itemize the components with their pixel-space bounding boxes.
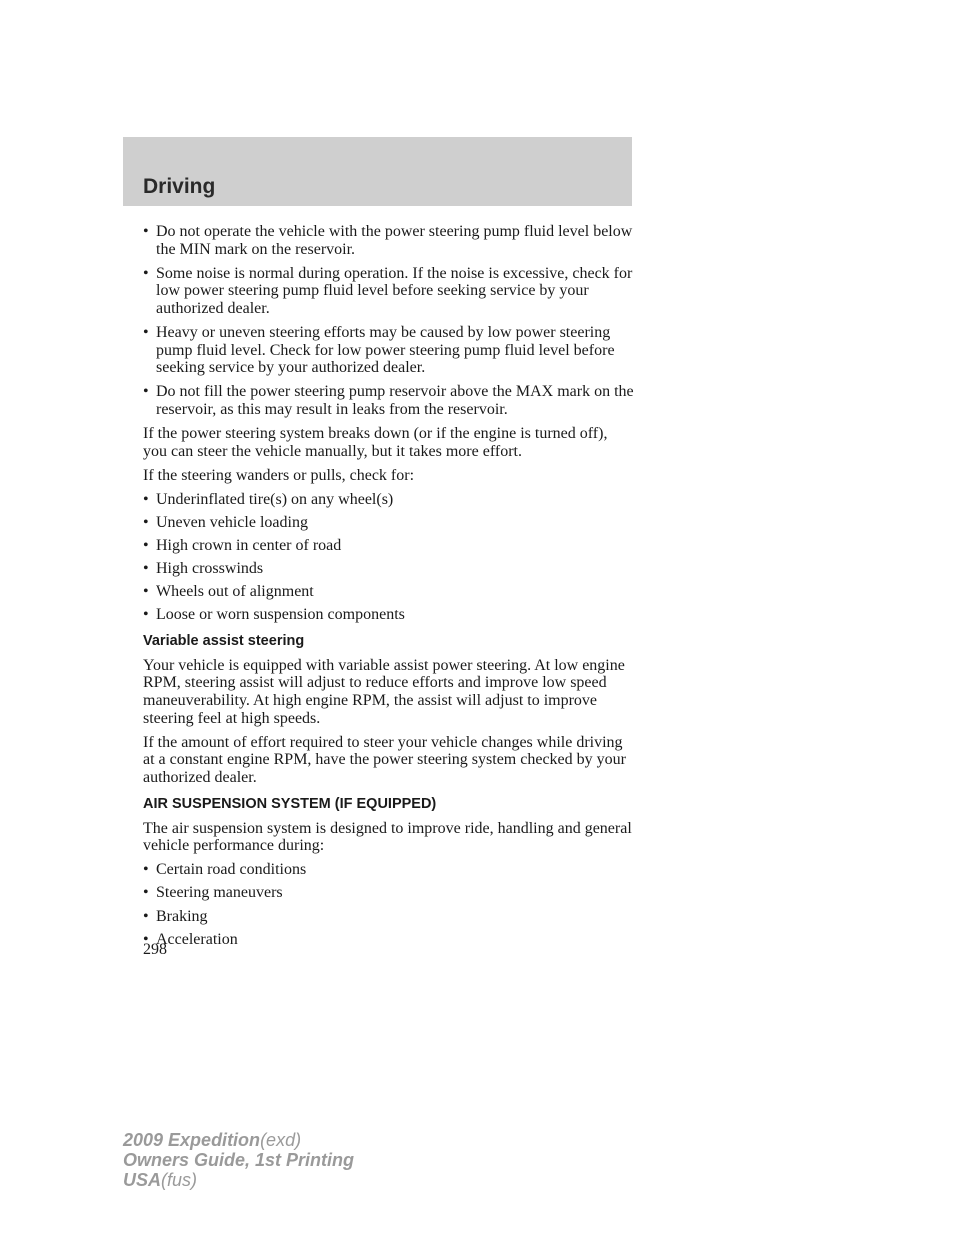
wanders-intro-paragraph: If the steering wanders or pulls, check for:	[143, 466, 415, 484]
footer-edition: Owners Guide, 1st Printing	[123, 1150, 355, 1170]
list-item: • Steering maneuvers	[143, 884, 635, 902]
variable-assist-heading: Variable assist steering	[143, 632, 305, 649]
footer-model: 2009 Expedition	[123, 1130, 261, 1150]
list-item: • Uneven vehicle loading	[143, 514, 635, 532]
section-header-band	[123, 137, 632, 206]
footer-line-2	[123, 1150, 354, 1170]
list-item: • Braking	[143, 908, 635, 926]
list-item: • High crosswinds	[143, 560, 635, 578]
wanders-bullet-list	[143, 491, 635, 624]
list-item: • Wheels out of alignment	[143, 583, 635, 601]
air-suspension-intro-paragraph: The air suspension system is designed to improve ride, handling and general vehicle performance during:	[143, 819, 632, 855]
variable-assist-paragraph-1: Your vehicle is equipped with variable assist power steering. At low engine RPM, steering assist will adjust to reduce efforts and improve low speed maneuverability. At high engine RPM, the assist will adjust to improve steering feel at high speeds.	[143, 656, 625, 727]
list-item: • Do not fill the power steering pump reservoir above the MAX mark on the reservoir, as this may result in leaks from the reservoir.	[143, 383, 635, 418]
power-steering-bullet-list	[143, 223, 635, 418]
section-title: Driving	[143, 175, 216, 198]
list-item: • Certain road conditions	[143, 861, 635, 879]
page-content	[143, 223, 635, 954]
footer-line-1	[123, 1130, 354, 1150]
list-item: • Loose or worn suspension components	[143, 606, 635, 624]
footer-market-code: (fus)	[161, 1170, 198, 1190]
footer-line-3	[123, 1170, 354, 1190]
page-number: 298	[143, 941, 167, 958]
breakdown-paragraph: If the power steering system breaks down (or if the engine is turned off), you can steer the vehicle manually, but it takes more effort.	[143, 424, 608, 460]
footer-model-code: (exd)	[260, 1130, 302, 1150]
variable-assist-paragraph-2: If the amount of effort required to steer your vehicle changes while driving at a constant engine RPM, have the power steering system checked by your authorized dealer.	[143, 733, 626, 786]
list-item: • Some noise is normal during operation. If the noise is excessive, check for low power steering pump fluid level before seeking service by your authorized dealer.	[143, 265, 635, 318]
list-item: • Underinflated tire(s) on any wheel(s)	[143, 491, 635, 509]
list-item: • Acceleration	[143, 931, 635, 949]
list-item: • Do not operate the vehicle with the power steering pump fluid level below the MIN mark on the reservoir.	[143, 223, 635, 258]
print-footer	[123, 1130, 354, 1190]
list-item: • Heavy or uneven steering efforts may be caused by low power steering pump fluid level. Check for low power steering pump fluid level before seeking service by your authorized dealer.	[143, 324, 635, 377]
footer-market: USA	[123, 1170, 162, 1190]
air-suspension-bullet-list	[143, 861, 635, 948]
list-item: • High crown in center of road	[143, 537, 635, 555]
air-suspension-heading: AIR SUSPENSION SYSTEM (IF EQUIPPED)	[143, 795, 437, 812]
